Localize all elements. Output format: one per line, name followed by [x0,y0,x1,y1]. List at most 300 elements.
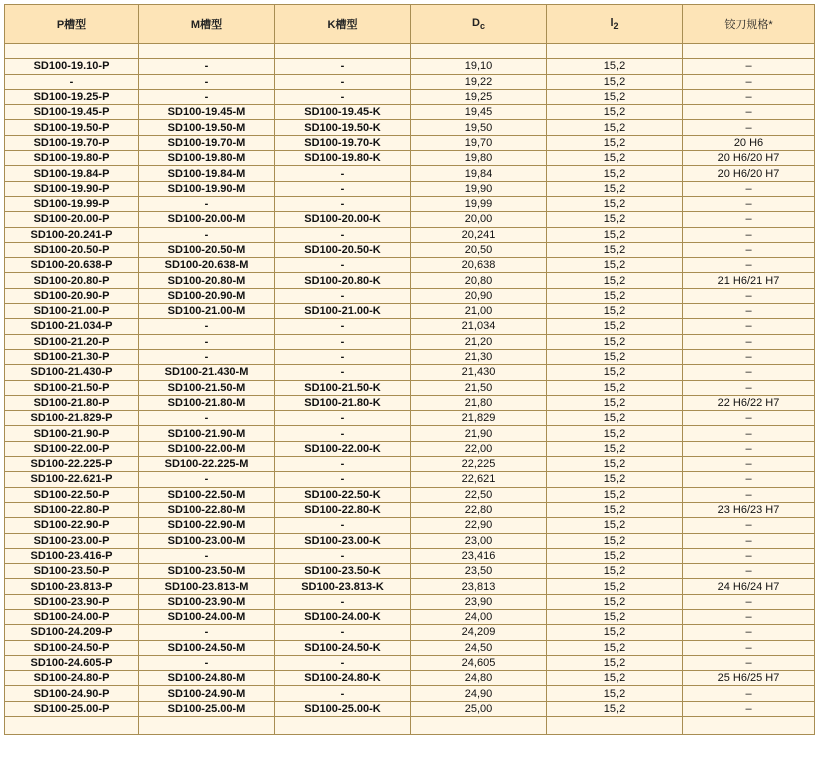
cell-reamer-spec: – [683,120,815,135]
cell-p-code: SD100-21.20-P [5,334,139,349]
cell-dc: 23,813 [411,579,547,594]
cell-reamer-spec: – [683,304,815,319]
cell-k-code: - [275,288,411,303]
cell-dc: 24,50 [411,640,547,655]
cell-p-code: SD100-21.30-P [5,349,139,364]
header-l2 [547,5,683,44]
cell-dc: 22,50 [411,487,547,502]
cell-p-code: SD100-23.90-P [5,594,139,609]
cell-m-code: SD100-22.50-M [139,487,275,502]
table-row [5,288,815,303]
cell-p-code: SD100-24.209-P [5,625,139,640]
cell-reamer-spec: – [683,564,815,579]
cell-l2: 15,2 [547,701,683,716]
cell-k-code: - [275,59,411,74]
cell-m-code: SD100-24.00-M [139,609,275,624]
table-row [5,59,815,74]
cell-p-code: SD100-21.829-P [5,411,139,426]
cell-k-code: - [275,655,411,670]
drill-spec-table [4,4,815,735]
cell-dc: 24,209 [411,625,547,640]
cell-m-code: SD100-19.70-M [139,135,275,150]
cell-p-code: SD100-21.430-P [5,365,139,380]
table-row [5,89,815,104]
cell-m-code: SD100-22.90-M [139,518,275,533]
cell-m-code: SD100-20.90-M [139,288,275,303]
cell-dc: 23,00 [411,533,547,548]
cell-k-code: SD100-22.00-K [275,441,411,456]
cell-reamer-spec: – [683,533,815,548]
table-row [5,579,815,594]
cell-reamer-spec: – [683,655,815,670]
cell-p-code: SD100-19.70-P [5,135,139,150]
cell-m-code: SD100-23.50-M [139,564,275,579]
cell-l2: 15,2 [547,487,683,502]
cell-k-code: SD100-25.00-K [275,701,411,716]
cell-k-code: - [275,472,411,487]
cell-p-code: SD100-23.00-P [5,533,139,548]
cell-p-code: SD100-20.638-P [5,258,139,273]
cell-dc: 22,80 [411,502,547,517]
cell-p-code: SD100-19.99-P [5,196,139,211]
cell-dc: 20,00 [411,212,547,227]
drill-spec-table-container [4,4,815,735]
cell-l2: 15,2 [547,304,683,319]
cell-l2: 15,2 [547,625,683,640]
cell-k-code: - [275,181,411,196]
cell-k-code: - [275,625,411,640]
cell-p-code: SD100-21.034-P [5,319,139,334]
cell-dc: 21,20 [411,334,547,349]
cell-l2: 15,2 [547,564,683,579]
cell-k-code: SD100-20.80-K [275,273,411,288]
cell-dc: 21,30 [411,349,547,364]
cell-p-code: SD100-24.00-P [5,609,139,624]
cell-p-code: SD100-23.416-P [5,548,139,563]
cell-l2: 15,2 [547,135,683,150]
cell-reamer-spec: 20 H6/20 H7 [683,151,815,166]
table-row [5,609,815,624]
cell-m-code: SD100-25.00-M [139,701,275,716]
header-p-groove: P槽型 [5,5,139,44]
cell-l2: 15,2 [547,319,683,334]
cell-m-code: SD100-19.84-M [139,166,275,181]
cell-reamer-spec: 21 H6/21 H7 [683,273,815,288]
cell-dc: 21,00 [411,304,547,319]
table-row [5,441,815,456]
cell-reamer-spec: – [683,441,815,456]
cell-k-code: - [275,227,411,242]
cell-dc: 23,50 [411,564,547,579]
cell-k-code: SD100-24.00-K [275,609,411,624]
cell-dc: 20,638 [411,258,547,273]
cell-reamer-spec: – [683,212,815,227]
cell-p-code: SD100-22.90-P [5,518,139,533]
table-row [5,120,815,135]
header-m-groove: M槽型 [139,5,275,44]
cell-m-code: SD100-22.80-M [139,502,275,517]
cell-l2: 15,2 [547,426,683,441]
cell-m-code: SD100-24.90-M [139,686,275,701]
cell-k-code: - [275,89,411,104]
cell-reamer-spec: – [683,640,815,655]
table-body [5,44,815,735]
cell-dc: 19,99 [411,196,547,211]
cell-dc: 22,00 [411,441,547,456]
table-row [5,548,815,563]
cell-m-code: - [139,196,275,211]
cell-l2: 15,2 [547,594,683,609]
cell-p-code: SD100-19.50-P [5,120,139,135]
cell-k-code: SD100-24.80-K [275,671,411,686]
cell-k-code: SD100-21.00-K [275,304,411,319]
cell-reamer-spec: – [683,74,815,89]
cell-reamer-spec: 25 H6/25 H7 [683,671,815,686]
cell-p-code: SD100-21.50-P [5,380,139,395]
cell-l2: 15,2 [547,640,683,655]
cell-l2: 15,2 [547,196,683,211]
cell-dc: 23,416 [411,548,547,563]
table-row [5,395,815,410]
table-row [5,472,815,487]
cell-k-code: - [275,258,411,273]
table-row [5,258,815,273]
cell-dc: 22,225 [411,457,547,472]
cell-k-code: - [275,334,411,349]
cell-p-code: SD100-20.241-P [5,227,139,242]
cell-l2: 15,2 [547,380,683,395]
cell-reamer-spec: – [683,609,815,624]
cell-m-code: - [139,349,275,364]
cell-p-code: SD100-21.80-P [5,395,139,410]
cell-k-code: SD100-22.50-K [275,487,411,502]
header-dc-base: D [472,17,480,29]
cell-l2: 15,2 [547,686,683,701]
cell-l2: 15,2 [547,411,683,426]
cell-p-code: SD100-22.50-P [5,487,139,502]
cell-dc: 21,90 [411,426,547,441]
cell-k-code: SD100-19.80-K [275,151,411,166]
cell-m-code: SD100-22.225-M [139,457,275,472]
cell-reamer-spec: – [683,411,815,426]
cell-l2: 15,2 [547,518,683,533]
cell-l2: 15,2 [547,273,683,288]
table-row [5,426,815,441]
cell-k-code: - [275,166,411,181]
cell-l2: 15,2 [547,120,683,135]
cell-k-code: SD100-23.813-K [275,579,411,594]
cell-p-code: SD100-19.45-P [5,105,139,120]
cell-dc: 20,241 [411,227,547,242]
cell-k-code: - [275,518,411,533]
cell-l2: 15,2 [547,395,683,410]
cell-reamer-spec: – [683,242,815,257]
cell-reamer-spec: – [683,548,815,563]
cell-reamer-spec: – [683,625,815,640]
cell-m-code: SD100-19.45-M [139,105,275,120]
cell-reamer-spec: – [683,457,815,472]
cell-l2: 15,2 [547,548,683,563]
cell-reamer-spec: – [683,686,815,701]
cell-dc: 19,25 [411,89,547,104]
cell-p-code: SD100-19.10-P [5,59,139,74]
cell-l2: 15,2 [547,609,683,624]
spacer-row-bottom [5,717,815,735]
cell-dc: 19,70 [411,135,547,150]
cell-p-code: SD100-19.80-P [5,151,139,166]
cell-l2: 15,2 [547,59,683,74]
cell-dc: 21,034 [411,319,547,334]
table-row [5,625,815,640]
table-header [5,5,815,44]
table-row [5,227,815,242]
table-row [5,502,815,517]
cell-dc: 20,50 [411,242,547,257]
cell-reamer-spec: – [683,701,815,716]
cell-dc: 21,80 [411,395,547,410]
cell-reamer-spec: – [683,319,815,334]
cell-l2: 15,2 [547,349,683,364]
cell-l2: 15,2 [547,671,683,686]
table-row [5,686,815,701]
cell-reamer-spec: – [683,59,815,74]
cell-k-code: SD100-23.00-K [275,533,411,548]
cell-p-code: SD100-20.50-P [5,242,139,257]
cell-l2: 15,2 [547,151,683,166]
cell-p-code: SD100-21.90-P [5,426,139,441]
cell-p-code: - [5,74,139,89]
table-row [5,594,815,609]
header-dc-sub: c [479,21,485,31]
table-row [5,457,815,472]
cell-k-code: - [275,457,411,472]
cell-m-code: SD100-21.430-M [139,365,275,380]
cell-k-code: SD100-19.70-K [275,135,411,150]
cell-l2: 15,2 [547,166,683,181]
table-row [5,518,815,533]
cell-k-code: SD100-23.50-K [275,564,411,579]
cell-m-code: SD100-19.50-M [139,120,275,135]
cell-reamer-spec: – [683,196,815,211]
cell-dc: 19,50 [411,120,547,135]
cell-m-code: SD100-24.50-M [139,640,275,655]
cell-dc: 19,10 [411,59,547,74]
cell-reamer-spec: 20 H6 [683,135,815,150]
cell-l2: 15,2 [547,472,683,487]
cell-k-code: SD100-20.00-K [275,212,411,227]
cell-k-code: SD100-24.50-K [275,640,411,655]
header-reamer-spec: 铰刀规格* [683,5,815,44]
cell-p-code: SD100-25.00-P [5,701,139,716]
table-row [5,487,815,502]
cell-dc: 24,80 [411,671,547,686]
cell-l2: 15,2 [547,181,683,196]
cell-k-code: - [275,349,411,364]
cell-p-code: SD100-23.813-P [5,579,139,594]
cell-dc: 24,90 [411,686,547,701]
cell-p-code: SD100-22.80-P [5,502,139,517]
cell-l2: 15,2 [547,334,683,349]
cell-dc: 21,829 [411,411,547,426]
table-row [5,166,815,181]
cell-m-code: SD100-21.50-M [139,380,275,395]
spacer-row-top [5,44,815,59]
cell-p-code: SD100-24.50-P [5,640,139,655]
cell-m-code: - [139,472,275,487]
cell-dc: 19,45 [411,105,547,120]
cell-p-code: SD100-21.00-P [5,304,139,319]
cell-reamer-spec: 24 H6/24 H7 [683,579,815,594]
table-row [5,655,815,670]
cell-m-code: - [139,227,275,242]
cell-m-code: SD100-19.90-M [139,181,275,196]
table-row [5,411,815,426]
table-row [5,334,815,349]
cell-dc: 21,430 [411,365,547,380]
cell-dc: 21,50 [411,380,547,395]
cell-dc: 24,00 [411,609,547,624]
table-row [5,273,815,288]
table-row [5,196,815,211]
cell-dc: 19,84 [411,166,547,181]
cell-dc: 22,90 [411,518,547,533]
table-row [5,181,815,196]
cell-dc: 20,80 [411,273,547,288]
cell-m-code: SD100-23.00-M [139,533,275,548]
cell-dc: 19,90 [411,181,547,196]
cell-k-code: - [275,74,411,89]
cell-k-code: SD100-19.50-K [275,120,411,135]
cell-reamer-spec: 22 H6/22 H7 [683,395,815,410]
cell-reamer-spec: – [683,380,815,395]
cell-dc: 19,80 [411,151,547,166]
cell-reamer-spec: 23 H6/23 H7 [683,502,815,517]
table-row [5,365,815,380]
header-l2-base: l [610,17,614,29]
cell-dc: 22,621 [411,472,547,487]
table-row [5,640,815,655]
cell-l2: 15,2 [547,579,683,594]
cell-reamer-spec: – [683,105,815,120]
cell-reamer-spec: – [683,89,815,104]
cell-reamer-spec: 20 H6/20 H7 [683,166,815,181]
header-l2-sub: 2 [613,21,619,31]
cell-dc: 23,90 [411,594,547,609]
table-row [5,319,815,334]
table-row [5,671,815,686]
cell-m-code: - [139,411,275,426]
cell-m-code: SD100-23.90-M [139,594,275,609]
cell-k-code: - [275,319,411,334]
table-row [5,533,815,548]
cell-dc: 20,90 [411,288,547,303]
table-row [5,564,815,579]
cell-p-code: SD100-19.25-P [5,89,139,104]
cell-m-code: SD100-21.90-M [139,426,275,441]
cell-k-code: - [275,411,411,426]
table-row [5,212,815,227]
cell-m-code: SD100-19.80-M [139,151,275,166]
cell-k-code: - [275,594,411,609]
header-k-groove: K槽型 [275,5,411,44]
cell-m-code: - [139,625,275,640]
table-row [5,135,815,150]
cell-dc: 24,605 [411,655,547,670]
table-row [5,349,815,364]
cell-m-code: SD100-24.80-M [139,671,275,686]
cell-reamer-spec: – [683,349,815,364]
table-row [5,380,815,395]
cell-l2: 15,2 [547,89,683,104]
table-row [5,242,815,257]
cell-m-code: SD100-20.50-M [139,242,275,257]
cell-m-code: - [139,655,275,670]
cell-reamer-spec: – [683,487,815,502]
cell-k-code: SD100-20.50-K [275,242,411,257]
cell-l2: 15,2 [547,242,683,257]
cell-m-code: SD100-20.00-M [139,212,275,227]
cell-reamer-spec: – [683,426,815,441]
cell-l2: 15,2 [547,502,683,517]
cell-reamer-spec: – [683,334,815,349]
cell-m-code: SD100-21.00-M [139,304,275,319]
cell-l2: 15,2 [547,105,683,120]
cell-p-code: SD100-22.225-P [5,457,139,472]
cell-reamer-spec: – [683,518,815,533]
cell-k-code: - [275,365,411,380]
cell-p-code: SD100-19.90-P [5,181,139,196]
cell-reamer-spec: – [683,258,815,273]
cell-k-code: - [275,548,411,563]
table-row [5,701,815,716]
cell-l2: 15,2 [547,74,683,89]
cell-m-code: - [139,319,275,334]
cell-l2: 15,2 [547,227,683,242]
cell-reamer-spec: – [683,472,815,487]
cell-m-code: SD100-22.00-M [139,441,275,456]
cell-p-code: SD100-23.50-P [5,564,139,579]
cell-p-code: SD100-22.00-P [5,441,139,456]
cell-p-code: SD100-20.00-P [5,212,139,227]
cell-m-code: SD100-20.638-M [139,258,275,273]
table-row [5,304,815,319]
cell-reamer-spec: – [683,227,815,242]
cell-m-code: SD100-20.80-M [139,273,275,288]
cell-m-code: - [139,548,275,563]
cell-l2: 15,2 [547,288,683,303]
cell-reamer-spec: – [683,181,815,196]
cell-l2: 15,2 [547,457,683,472]
cell-k-code: SD100-22.80-K [275,502,411,517]
cell-l2: 15,2 [547,655,683,670]
cell-dc: 19,22 [411,74,547,89]
cell-k-code: SD100-21.50-K [275,380,411,395]
cell-l2: 15,2 [547,441,683,456]
cell-k-code: SD100-21.80-K [275,395,411,410]
cell-p-code: SD100-24.605-P [5,655,139,670]
cell-p-code: SD100-19.84-P [5,166,139,181]
cell-p-code: SD100-24.80-P [5,671,139,686]
cell-reamer-spec: – [683,365,815,380]
cell-l2: 15,2 [547,533,683,548]
cell-p-code: SD100-20.80-P [5,273,139,288]
cell-p-code: SD100-20.90-P [5,288,139,303]
cell-k-code: - [275,196,411,211]
cell-k-code: - [275,426,411,441]
cell-dc: 25,00 [411,701,547,716]
cell-reamer-spec: – [683,288,815,303]
cell-m-code: - [139,334,275,349]
